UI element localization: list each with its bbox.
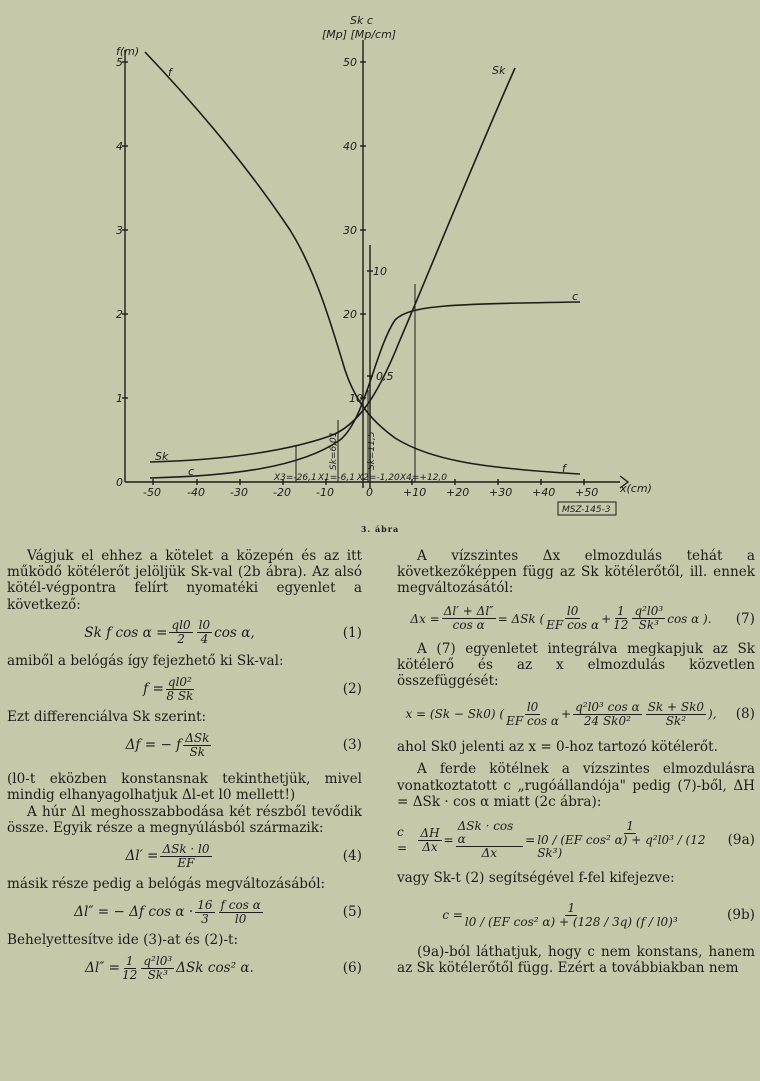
curve-f-label: f — [562, 462, 566, 475]
equation-5: Δl″ = − Δf cos α · 16 3 f cos α l0 (5) — [74, 897, 362, 926]
x-tick-label: -40 — [187, 486, 205, 499]
left-column — [7, 548, 362, 988]
paragraph: A ferde kötélnek a vízszintes elmozdulásra vonatkoztatott c „rugóállandója" pedig (7)-ből, ΔH = ΔSk · cos α miatt (2c ábra): — [397, 761, 755, 810]
marker-label-x4: X4=+12,0 — [400, 473, 448, 483]
sk-tick-label: 50 — [343, 56, 357, 69]
marker-label-x3: X3=-26,1 — [274, 473, 317, 483]
equation-number: (6) — [342, 960, 362, 977]
curve-c-label: c — [572, 290, 579, 303]
equation-number: (2) — [342, 680, 362, 697]
paragraph: Behelyettesítve ide (3)-at és (2)-t: — [7, 932, 239, 949]
figure-caption: 3. ábra — [360, 524, 400, 534]
x-tick-label: +50 — [575, 486, 599, 499]
left-tick-label: 0 — [116, 476, 123, 489]
equation-8: x = (Sk − Sk0) ( l0 EF cos α + $\frac{\text{q²l0³ cos α}}{\text{24 Sk0²}}$ Sk + Sk0 Sk² ), (8) — [405, 699, 755, 728]
marker-label-sk2: Sk=11,5 — [367, 431, 377, 470]
axis-left-label: f(m) — [116, 45, 140, 58]
x-tick-label: +40 — [532, 486, 556, 499]
sk-tick-label: 20 — [343, 308, 357, 321]
paragraph: (9a)-ból láthatjuk, hogy c nem konstans, hanem az Sk kötélerőtől függ. Ezért a továbbiakban nem — [397, 944, 755, 977]
paragraph: ahol Sk0 jelenti az x = 0-hoz tartozó kötélerőt. — [397, 739, 718, 756]
equation-9a: c = $\frac{\Delta H}{\Delta x}$ = ΔSk · cos α Δx = $\frac{1}{\text{l0 / (EF cos² α) + q²l0³ / (12 Sk³)}}$ (9a) — [397, 819, 755, 861]
marker-label-x2: X2=-1,20 — [357, 473, 400, 483]
curve-sk — [150, 68, 515, 462]
sk-tick-label: 30 — [343, 224, 357, 237]
c-tick-label: 0,5 — [376, 370, 394, 383]
figure-chart — [0, 0, 760, 520]
equation-6: Δl″ = $\frac{1}{12}$ q²l0³ Sk³ ΔSk cos² α. (6) — [85, 953, 362, 982]
stamp-label: MSZ-145-3 — [562, 505, 611, 515]
paragraph: A (7) egyenletet integrálva megkapjuk az Sk kötélerő és az x elmozdulás közvetlen összefüggését: — [397, 640, 755, 690]
left-tick-label: 3 — [116, 224, 123, 237]
equation-number: (9a) — [727, 831, 755, 848]
x-unit-label: x(cm) — [620, 482, 652, 495]
axis-right-label-2: [Mp] [Mp/cm] — [322, 28, 397, 41]
marker-label-sk1: Sk=6,01 — [329, 431, 339, 470]
equation-2: f = $\frac{\text{ql0²}}{8 Sk}$ (2) — [143, 674, 362, 703]
paragraph: vagy Sk-t (2) segítségével f-fel kifejezve: — [397, 870, 675, 887]
equation-number: (5) — [342, 904, 362, 921]
x-tick-label: 0 — [366, 486, 373, 499]
equation-4: Δl′ = ΔSk · l0 EF (4) — [125, 841, 362, 870]
equation-9b: c = $\frac{1}{\text{l0 / (EF cos² α) + (128 / 3q) (f / l0)³}}$ (9b) — [442, 900, 755, 929]
equation-1: Sk f cos α = $\frac{ql0}{2}$ l0 4 cos α, (1) — [84, 618, 362, 647]
equation-3: Δf = − f ΔSk Sk (3) — [125, 730, 362, 759]
x-tick-label: -10 — [316, 486, 334, 499]
x-tick-label: -20 — [273, 486, 291, 499]
equation-number: (1) — [342, 624, 362, 641]
x-tick-label: +20 — [446, 486, 470, 499]
x-tick-label: +10 — [403, 486, 427, 499]
c-tick-label: 10 — [373, 265, 387, 278]
curve-sk-label: Sk — [492, 64, 506, 77]
equation-number: (4) — [342, 847, 362, 864]
marker-label-x1: X1=-6,1 — [318, 473, 355, 483]
equation-7: Δx = $\frac{\Delta l' + \Delta l''}{\text{cos α}}$ = ΔSk ( l0 EF cos α + $\frac{1}{12}$ q²l0³ Sk³ cos α ). (7) — [410, 604, 755, 633]
x-tick-label: +30 — [489, 486, 513, 499]
equation-number: (8) — [735, 706, 755, 723]
paragraph: A húr Δl meghosszabbodása két részből tevődik össze. Egyik része a megnyúlásból származik: — [7, 803, 362, 836]
x-tick-label: -30 — [230, 486, 248, 499]
left-tick-label: 1 — [116, 392, 123, 405]
paragraph: Vágjuk el ehhez a kötelet a közepén és az itt működő kötélerőt jelöljük Sk-val (2b ábra). Az alsó kötél-végpontra felírt nyomatéki egyenlet a következő: — [7, 548, 362, 613]
sk-tick-label: 10 — [349, 392, 363, 405]
paragraph: másik része pedig a belógás megváltozásából: — [7, 876, 326, 893]
equation-number: (3) — [342, 737, 362, 754]
curve-sk-label: Sk — [155, 450, 169, 463]
left-tick-label: 2 — [116, 308, 123, 321]
curve-f-label: f — [168, 66, 172, 79]
equation-number: (9b) — [727, 907, 755, 924]
right-column — [397, 548, 755, 977]
left-tick-label: 4 — [116, 140, 123, 153]
x-tick-label: -50 — [143, 486, 161, 499]
paragraph: A vízszintes Δx elmozdulás tehát a következőképpen függ az Sk kötélerőtől, ill. ennek megváltozásától: — [397, 548, 755, 597]
curve-c-label: c — [188, 465, 195, 478]
left-tick-label: 5 — [116, 56, 123, 69]
curve-c — [150, 302, 580, 478]
paragraph: Ezt differenciálva Sk szerint: — [7, 709, 207, 726]
equation-number: (7) — [735, 610, 755, 627]
sk-tick-label: 40 — [343, 140, 357, 153]
paragraph: amiből a belógás így fejezhető ki Sk-val: — [7, 652, 284, 669]
axis-right-label-1: Sk c — [350, 14, 373, 27]
paragraph: (l0-t eközben konstansnak tekinthetjük, mivel mindig elhanyagolhatjuk Δl-et l0 mellett!) — [7, 771, 362, 804]
